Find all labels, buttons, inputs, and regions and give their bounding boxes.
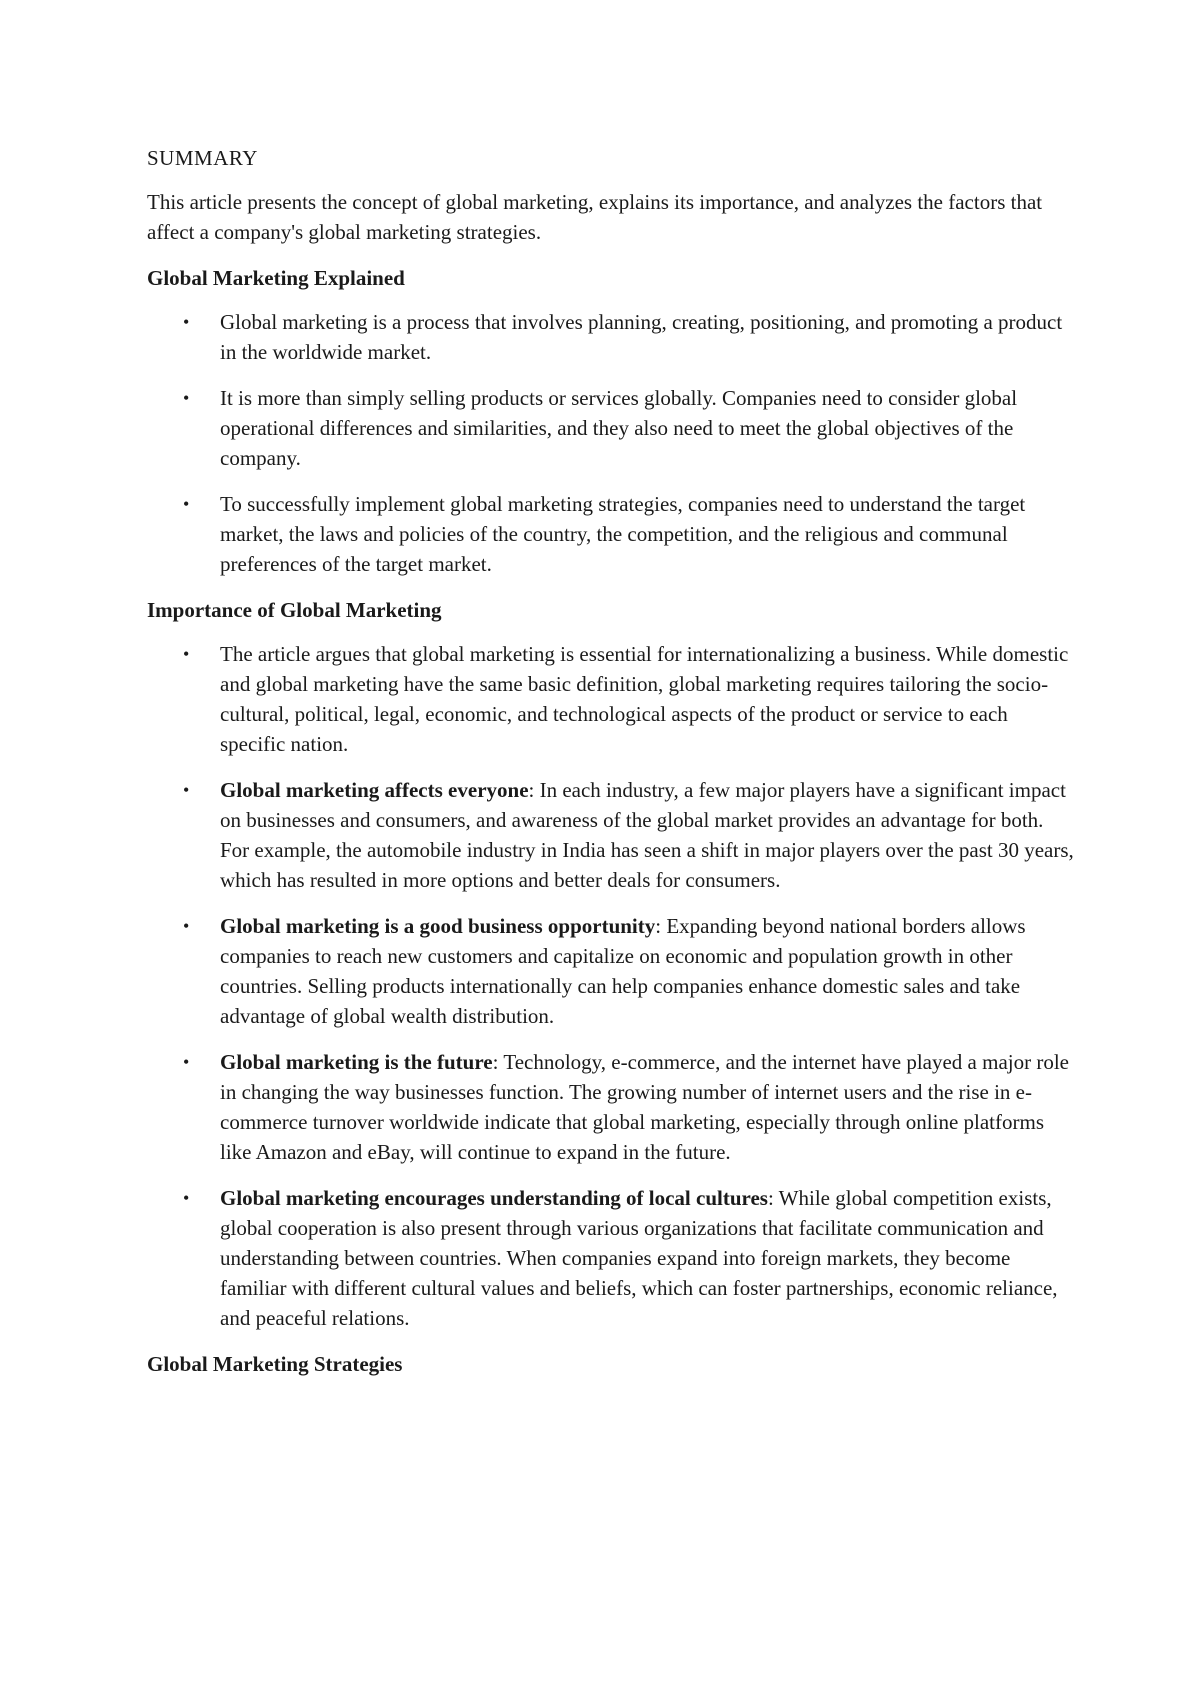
section-heading-importance: Importance of Global Marketing (147, 598, 442, 622)
item-text: It is more than simply selling products or services globally. Companies need to consider global operational differences and similarities, and they also need to meet the global objectives of the company. (220, 386, 1018, 470)
item-lead: Global marketing encourages understanding of local cultures (220, 1186, 768, 1210)
list-item (147, 775, 1077, 895)
bullet-icon: • (183, 1052, 190, 1072)
item-lead: Global marketing affects everyone (220, 778, 529, 802)
document-title: SUMMARY (147, 146, 258, 170)
item-lead: Global marketing is a good business opportunity (220, 914, 656, 938)
list-item (147, 1047, 1077, 1167)
bullet-icon: • (183, 1188, 190, 1208)
item-lead: Global marketing is the future (220, 1050, 493, 1074)
section-heading-explained: Global Marketing Explained (147, 266, 405, 290)
item-text: : In each industry, a few major players have a significant impact on businesses and consumers, and awareness of the global market provides an advantage for both. For example, the automobile industry in India has seen a shift in major players over the past 30 years, which has resulted in more options and better deals for consumers. (220, 778, 1074, 892)
item-text: The article argues that global marketing is essential for internationalizing a business. While domestic and global marketing have the same basic definition, global marketing requires tailoring the socio-cultural, political, legal, economic, and technological aspects of the product or service to each specific nation. (220, 642, 1069, 756)
item-text: : Expanding beyond national borders allows companies to reach new customers and capitalize on economic and population growth in other countries. Selling products internationally can help companies enhance domestic sales and take advantage of global wealth distribution. (220, 914, 1026, 1028)
bullet-icon: • (183, 644, 190, 664)
list-item (147, 307, 1077, 367)
bullet-icon: • (183, 312, 190, 332)
intro-paragraph: This article presents the concept of global marketing, explains its importance, and analyzes the factors that affect a company's global marketing strategies. (147, 190, 1043, 244)
bullet-icon: • (183, 494, 190, 514)
bullet-icon: • (183, 916, 190, 936)
list-item (147, 489, 1077, 579)
item-text: : While global competition exists, global cooperation is also present through various organizations that facilitate communication and understanding between countries. When companies expand into foreign markets, they become familiar with different cultural values and beliefs, which can foster partnerships, economic reliance, and peaceful relations. (220, 1186, 1058, 1330)
bullet-list-importance (147, 639, 1077, 1333)
bullet-list-explained (147, 307, 1077, 579)
list-item (147, 911, 1077, 1031)
list-item (147, 1183, 1077, 1333)
item-text: To successfully implement global marketing strategies, companies need to understand the target market, the laws and policies of the country, the competition, and the religious and communal preferences of the target market. (220, 492, 1026, 576)
item-text: : Technology, e-commerce, and the internet have played a major role in changing the way businesses function. The growing number of internet users and the rise in e-commerce turnover worldwide indicate that global marketing, especially through online platforms like Amazon and eBay, will continue to expand in the future. (220, 1050, 1069, 1164)
list-item (147, 383, 1077, 473)
list-item (147, 639, 1077, 759)
bullet-icon: • (183, 388, 190, 408)
section-heading-strategies: Global Marketing Strategies (147, 1352, 403, 1376)
document-page (147, 143, 1077, 1393)
item-text: Global marketing is a process that involves planning, creating, positioning, and promoting a product in the worldwide market. (220, 310, 1063, 364)
bullet-icon: • (183, 780, 190, 800)
